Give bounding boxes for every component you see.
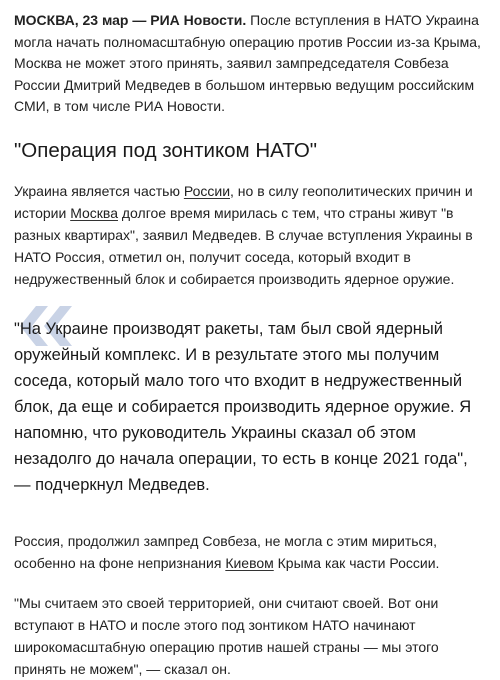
quote-text: "На Украине производят ракеты, там был свой ядерный оружейный комплекс. И в результате этого мы получим соседа, который мало того что входит в недружественный блок, да еще и собирается производить ядерное оружие. Я напомню, что руководитель Украины сказал об этом незадолго до начала операции, то есть в конце 2021 года", — подчеркнул Медведев. [14, 319, 472, 494]
link-russia[interactable]: России [183, 182, 231, 199]
section-heading: "Операция под зонтиком НАТО" [14, 138, 318, 162]
body-paragraph-2 [14, 530, 486, 574]
dateline: МОСКВА, 23 мар — РИА Новости. [14, 12, 247, 28]
article [0, 10, 500, 680]
lead-text: После вступления в НАТО Украина могла начать полномасштабную операцию против России из-за Крыма, Москва не может этого принять, заявил зампредседателя Совбеза России Дмитрий Медведев в большом интервью ведущим российским СМИ, в том числе РИА Новости. [14, 12, 481, 114]
para1-text-3: долгое время мирилась с тем, что страны живут "в разных квартирах", заявил Медведев. В случае вступления Украины в НАТО Россия, отметил он, получит соседа, который входит в недружественный блок и собирается производить ядерное оружие. [14, 204, 473, 287]
lead-paragraph [14, 10, 486, 118]
para2-text-1: Россия, продолжил зампред Совбеза, не могла с этим мириться, особенно на фоне непризнания [14, 532, 437, 571]
para2-text-2: Крыма как части России. [273, 554, 440, 571]
para1-text-1: Украина является частью [14, 182, 184, 199]
body-paragraph-3: "Мы считаем это своей территорией, они считают своей. Вот они вступают в НАТО и после этого под зонтиком НАТО начинают широкомасштабную операцию против нашей страны — мы этого принять не можем", — сказал он. [14, 594, 439, 677]
body-paragraph-1 [14, 180, 486, 290]
quote-block [14, 316, 486, 498]
link-moscow[interactable]: Москва [70, 204, 118, 221]
link-kiev[interactable]: Киевом [225, 554, 274, 571]
para1-text-2: , но в силу геополитических причин и истории [14, 182, 473, 221]
